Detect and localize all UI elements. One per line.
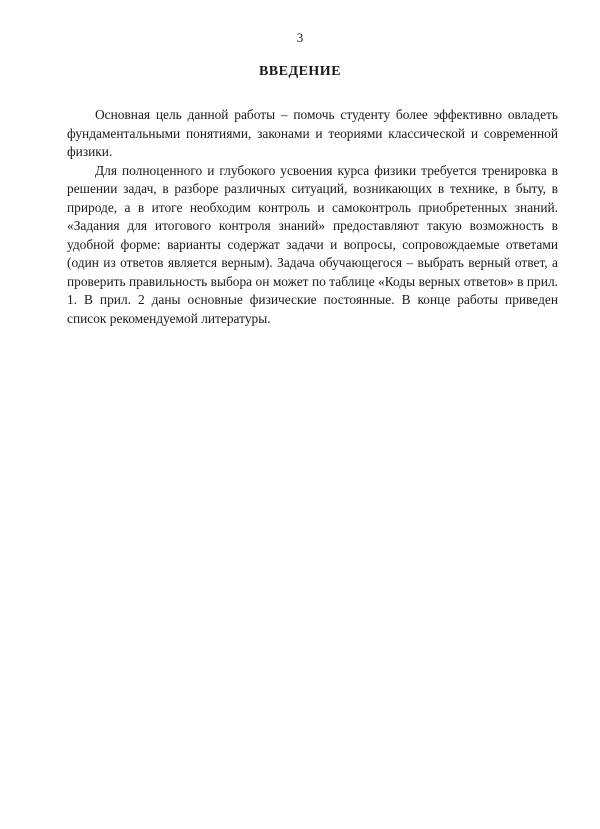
- section-heading: ВВЕДЕНИЕ: [258, 64, 342, 79]
- page-number: 3: [296, 30, 304, 45]
- paragraph: Для полноценного и глубокого усвоения курса физики требуется тренировка в решении задач, в разборе различных ситуаций, возникающих в технике, в быту, в природе, а в итоге необходим контроль и самоконтроль приобретенных знаний. «Задания для итогового контроля знаний» предоставляют такую возможность в удобной форме: варианты содержат задачи и вопросы, сопровождаемые ответами (один из ответов является верным). Задача обучающегося – выбрать верный ответ, а проверить правильность выбора он может по таблице «Коды верных ответов» в прил. 1. В прил. 2 даны основные физические постоянные. В конце работы приведен список рекомендуемой литературы.: [67, 162, 558, 326]
- paragraph: Основная цель данной работы – помочь студенту более эффективно овладеть фундаментальными понятиями, законами и теориями классической и современной физики.: [67, 107, 558, 159]
- body-text: [67, 106, 558, 328]
